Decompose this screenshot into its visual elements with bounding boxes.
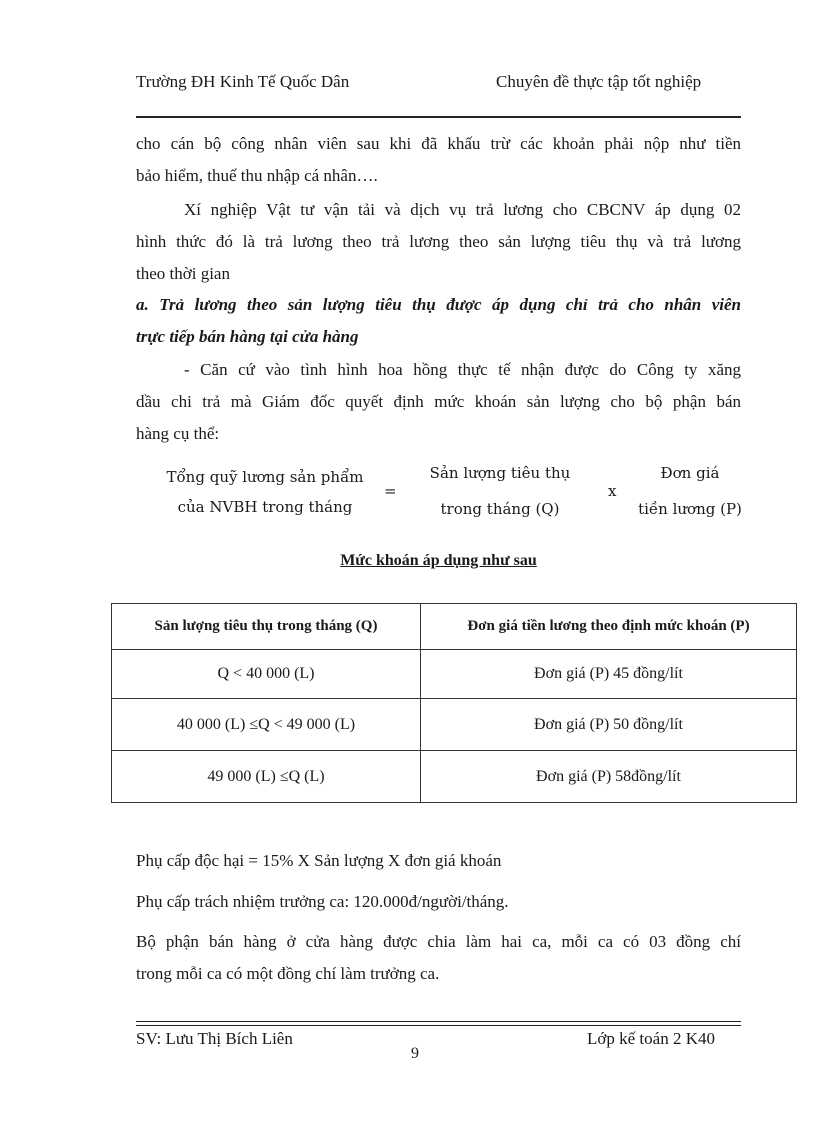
header-subject: Chuyên đề thực tập tốt nghiệp	[496, 72, 702, 91]
section-heading	[136, 289, 741, 353]
paragraph-line: theo thời gian	[136, 264, 230, 283]
formula-term1-line2: trong tháng (Q)	[440, 500, 560, 518]
formula-term1-line1: Sản lượng tiêu thụ	[429, 464, 571, 482]
formula-lhs-line2: của NVBH trong tháng	[177, 498, 353, 516]
paragraph-basis	[136, 354, 741, 450]
cell-quantity: 49 000 (L) ≤Q (L)	[112, 751, 421, 803]
paragraph-line: Xí nghiệp Vật tư vận tải và dịch vụ trả lương cho CBCNV áp dụng 02	[184, 200, 741, 219]
paragraph-line: hình thức đó là trả lương theo trả lương theo sản lượng tiêu thụ và trả lương	[136, 232, 741, 251]
paragraph-line: trong mỗi ca có một đồng chí làm trưởng ca.	[136, 964, 440, 983]
paragraph-shifts	[136, 926, 741, 990]
paragraph-line: - Căn cứ vào tình hình hoa hồng thực tế nhận được do Công ty xăng	[184, 360, 741, 379]
table-row	[112, 699, 797, 751]
table-title-text: Mức khoán áp dụng như sau	[340, 552, 537, 569]
formula-times: x	[608, 482, 617, 500]
formula-equals: =	[384, 482, 397, 500]
allowance-shift-leader: Phụ cấp trách nhiệm trưởng ca: 120.000đ/người/tháng.	[136, 892, 509, 911]
table-header-row	[112, 604, 797, 650]
cell-price: Đơn giá (P) 45 đồng/lít	[421, 650, 797, 699]
formula-term-quantity	[420, 462, 580, 520]
header-rule	[136, 116, 741, 118]
paragraph-line: bảo hiểm, thuế thu nhập cá nhân….	[136, 166, 378, 185]
paragraph-forms	[136, 194, 741, 290]
column-header-quantity: Sản lượng tiêu thụ trong tháng (Q)	[112, 604, 421, 650]
cell-quantity: 40 000 (L) ≤Q < 49 000 (L)	[112, 699, 421, 751]
paragraph-line: cho cán bộ công nhân viên sau khi đã khấu trừ các khoản phải nộp như tiền	[136, 134, 741, 153]
table-title	[136, 552, 741, 570]
footer-student: SV: Lưu Thị Bích Liên	[136, 1029, 293, 1048]
formula-term2-line1: Đơn giá	[660, 464, 720, 482]
footer-rule	[136, 1021, 741, 1022]
paragraph-line: hàng cụ thể:	[136, 424, 220, 443]
formula-lhs-line1: Tổng quỹ lương sản phẩm	[166, 468, 364, 486]
table-row	[112, 751, 797, 803]
heading-line: trực tiếp bán hàng tại cửa hàng	[136, 327, 359, 346]
page-number: 9	[411, 1045, 419, 1062]
allowance-toxic: Phụ cấp độc hại = 15% X Sản lượng X đơn giá khoán	[136, 851, 502, 870]
cell-price: Đơn giá (P) 58đồng/lít	[421, 751, 797, 803]
footer-class: Lớp kế toán 2 K40	[587, 1029, 715, 1048]
paragraph-intro	[136, 128, 741, 192]
column-header-price: Đơn giá tiền lương theo định mức khoán (P)	[421, 604, 797, 650]
formula-lhs	[160, 462, 370, 522]
table-row	[112, 650, 797, 699]
formula-term2-line2: tiền lương (P)	[638, 500, 742, 518]
paragraph-line: Bộ phận bán hàng ở cửa hàng được chia làm hai ca, mỗi ca có 03 đồng chí	[136, 932, 741, 951]
cell-quantity: Q < 40 000 (L)	[112, 650, 421, 699]
rates-table	[111, 603, 797, 803]
heading-line: a. Trả lương theo sản lượng tiêu thụ được áp dụng chỉ trả cho nhân viên	[136, 295, 741, 314]
formula-term-price	[630, 462, 750, 520]
cell-price: Đơn giá (P) 50 đồng/lít	[421, 699, 797, 751]
paragraph-line: dầu chi trả mà Giám đốc quyết định mức khoán sản lượng cho bộ phận bán	[136, 392, 741, 411]
footer-rule-second	[136, 1025, 741, 1026]
header-school: Trường ĐH Kinh Tế Quốc Dân	[136, 72, 350, 91]
